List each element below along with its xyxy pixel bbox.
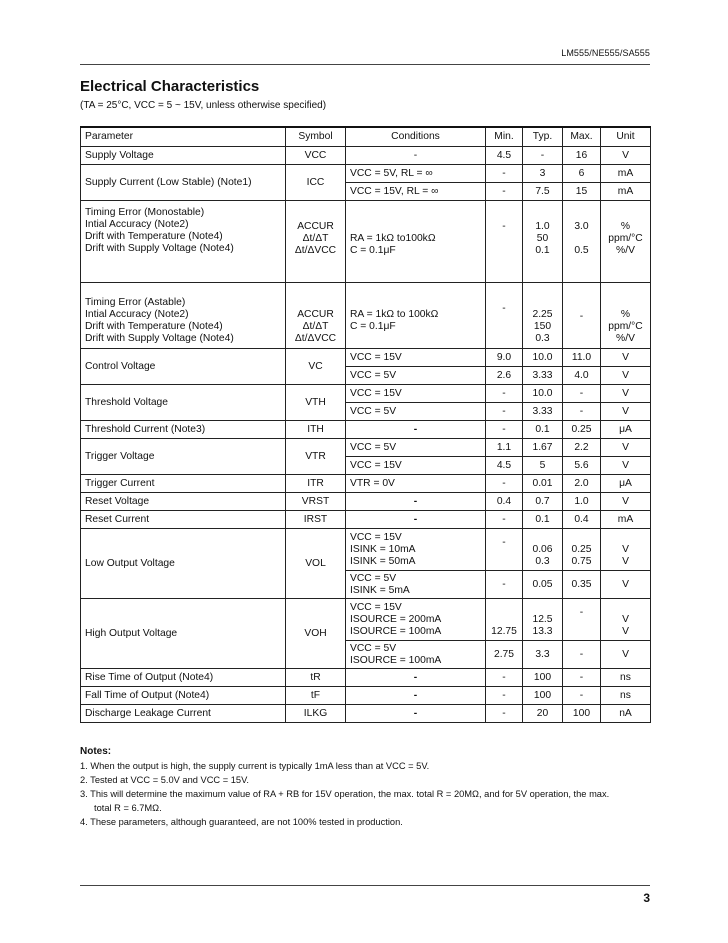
- table-row: [81, 669, 651, 687]
- cond-cell: -: [346, 687, 486, 705]
- unit-cell: % ppm/°C %/V: [601, 283, 651, 349]
- max-cell: -: [563, 403, 601, 421]
- min-cell: -: [486, 475, 523, 493]
- max-cell: 6: [563, 165, 601, 183]
- symbol-cell: VOH: [286, 599, 346, 669]
- min-cell: 2.75: [486, 641, 523, 669]
- table-row: [81, 511, 651, 529]
- table-row: [81, 201, 651, 283]
- cond-cell: VCC = 5V ISINK = 5mA: [346, 571, 486, 599]
- unit-cell: μA: [601, 475, 651, 493]
- symbol-cell: ITH: [286, 421, 346, 439]
- cond-cell: -: [346, 511, 486, 529]
- cond-cell: VCC = 15V ISOURCE = 200mA ISOURCE = 100mA: [346, 599, 486, 641]
- min-cell: -: [486, 669, 523, 687]
- cond-cell: RA = 1kΩ to100kΩ C = 0.1μF: [346, 201, 486, 283]
- param-cell: Rise Time of Output (Note4): [81, 669, 286, 687]
- symbol-cell: VCC: [286, 147, 346, 165]
- typ-cell: 0.05: [523, 571, 563, 599]
- param-cell: Threshold Voltage: [81, 385, 286, 421]
- min-cell: -: [486, 511, 523, 529]
- param-cell: Control Voltage: [81, 349, 286, 385]
- page-number: 3: [643, 891, 650, 905]
- unit-cell: % ppm/°C %/V: [601, 201, 651, 283]
- param-cell: Timing Error (Monostable) Intial Accuracy (Note2) Drift with Temperature (Note4) Drift with Supply Voltage (Note4): [81, 201, 286, 283]
- param-cell: Reset Voltage: [81, 493, 286, 511]
- note-1: 1. When the output is high, the supply current is typically 1mA less than at VCC = 5V.: [80, 761, 430, 771]
- max-cell: -: [563, 283, 601, 349]
- typ-cell: 0.1: [523, 421, 563, 439]
- cond-cell: VCC = 5V ISOURCE = 100mA: [346, 641, 486, 669]
- param-cell: Trigger Voltage: [81, 439, 286, 475]
- note-2: 2. Tested at VCC = 5.0V and VCC = 15V.: [80, 775, 250, 785]
- param-cell: Fall Time of Output (Note4): [81, 687, 286, 705]
- min-cell: -: [486, 385, 523, 403]
- symbol-cell: ACCUR Δt/ΔT Δt/ΔVCC: [286, 201, 346, 283]
- footer-divider: [80, 885, 650, 886]
- typ-cell: 10.0: [523, 349, 563, 367]
- min-cell: 1.1: [486, 439, 523, 457]
- typ-cell: 5: [523, 457, 563, 475]
- min-cell: -: [486, 403, 523, 421]
- table-row: [81, 529, 651, 571]
- cond-cell: VCC = 15V, RL = ∞: [346, 183, 486, 201]
- table-row: [81, 165, 651, 183]
- symbol-cell: VRST: [286, 493, 346, 511]
- min-cell: -: [486, 283, 523, 349]
- min-cell: 12.75: [486, 599, 523, 641]
- typ-cell: 7.5: [523, 183, 563, 201]
- symbol-cell: IRST: [286, 511, 346, 529]
- symbol-cell: tR: [286, 669, 346, 687]
- cond-cell: -: [346, 421, 486, 439]
- cond-cell: VCC = 5V: [346, 439, 486, 457]
- col-header-symbol: Symbol: [286, 127, 346, 147]
- cond-cell: VCC = 5V, RL = ∞: [346, 165, 486, 183]
- typ-cell: 3.33: [523, 367, 563, 385]
- cond-cell: -: [346, 493, 486, 511]
- max-cell: 2.2: [563, 439, 601, 457]
- typ-cell: 0.01: [523, 475, 563, 493]
- cond-cell: VCC = 15V: [346, 457, 486, 475]
- max-cell: -: [563, 599, 601, 641]
- min-cell: 0.4: [486, 493, 523, 511]
- typ-cell: 0.1: [523, 511, 563, 529]
- symbol-cell: ILKG: [286, 705, 346, 723]
- typ-cell: 100: [523, 687, 563, 705]
- max-cell: 1.0: [563, 493, 601, 511]
- min-cell: -: [486, 529, 523, 571]
- max-cell: 3.0 0.5: [563, 201, 601, 283]
- max-cell: -: [563, 687, 601, 705]
- max-cell: 16: [563, 147, 601, 165]
- table-row: [81, 349, 651, 367]
- typ-cell: 20: [523, 705, 563, 723]
- note-4: 4. These parameters, although guaranteed, are not 100% tested in production.: [80, 817, 403, 827]
- unit-cell: V: [601, 367, 651, 385]
- param-cell: Reset Current: [81, 511, 286, 529]
- param-cell: Low Output Voltage: [81, 529, 286, 599]
- cond-cell: VCC = 5V: [346, 403, 486, 421]
- typ-cell: 1.67: [523, 439, 563, 457]
- table-header-row: [81, 127, 651, 147]
- max-cell: 0.35: [563, 571, 601, 599]
- min-cell: -: [486, 201, 523, 283]
- symbol-cell: VOL: [286, 529, 346, 599]
- unit-cell: μA: [601, 421, 651, 439]
- min-cell: 4.5: [486, 457, 523, 475]
- max-cell: -: [563, 385, 601, 403]
- max-cell: 4.0: [563, 367, 601, 385]
- param-cell: High Output Voltage: [81, 599, 286, 669]
- table-row: [81, 283, 651, 349]
- typ-cell: 3: [523, 165, 563, 183]
- unit-cell: V: [601, 641, 651, 669]
- notes-section: [80, 745, 609, 829]
- table-row: [81, 385, 651, 403]
- min-cell: 4.5: [486, 147, 523, 165]
- symbol-cell: VTR: [286, 439, 346, 475]
- cond-cell: VCC = 5V: [346, 367, 486, 385]
- symbol-cell: VC: [286, 349, 346, 385]
- symbol-cell: ICC: [286, 165, 346, 201]
- unit-cell: mA: [601, 511, 651, 529]
- max-cell: -: [563, 669, 601, 687]
- col-header-max: Max.: [563, 127, 601, 147]
- typ-cell: 3.33: [523, 403, 563, 421]
- param-cell: Threshold Current (Note3): [81, 421, 286, 439]
- typ-cell: 12.5 13.3: [523, 599, 563, 641]
- max-cell: 0.25 0.75: [563, 529, 601, 571]
- col-header-typ: Typ.: [523, 127, 563, 147]
- max-cell: 15: [563, 183, 601, 201]
- typ-cell: 0.7: [523, 493, 563, 511]
- min-cell: -: [486, 687, 523, 705]
- max-cell: 0.4: [563, 511, 601, 529]
- max-cell: 0.25: [563, 421, 601, 439]
- param-cell: Discharge Leakage Current: [81, 705, 286, 723]
- min-cell: 2.6: [486, 367, 523, 385]
- cond-cell: VCC = 15V: [346, 385, 486, 403]
- symbol-cell: tF: [286, 687, 346, 705]
- col-header-parameter: Parameter: [81, 127, 286, 147]
- col-header-min: Min.: [486, 127, 523, 147]
- unit-cell: V V: [601, 599, 651, 641]
- unit-cell: mA: [601, 165, 651, 183]
- param-cell: Trigger Current: [81, 475, 286, 493]
- unit-cell: V: [601, 403, 651, 421]
- section-title: Electrical Characteristics: [80, 78, 260, 95]
- min-cell: -: [486, 421, 523, 439]
- unit-cell: V: [601, 493, 651, 511]
- unit-cell: V: [601, 147, 651, 165]
- max-cell: 11.0: [563, 349, 601, 367]
- table-row: [81, 475, 651, 493]
- col-header-conditions: Conditions: [346, 127, 486, 147]
- max-cell: -: [563, 641, 601, 669]
- typ-cell: 2.25 150 0.3: [523, 283, 563, 349]
- cond-cell: VTR = 0V: [346, 475, 486, 493]
- symbol-cell: VTH: [286, 385, 346, 421]
- symbol-cell: ACCUR Δt/ΔT Δt/ΔVCC: [286, 283, 346, 349]
- unit-cell: V: [601, 349, 651, 367]
- cond-cell: -: [346, 147, 486, 165]
- unit-cell: V: [601, 439, 651, 457]
- min-cell: -: [486, 183, 523, 201]
- symbol-cell: ITR: [286, 475, 346, 493]
- electrical-characteristics-table: [80, 126, 651, 723]
- typ-cell: 3.3: [523, 641, 563, 669]
- cond-cell: VCC = 15V ISINK = 10mA ISINK = 50mA: [346, 529, 486, 571]
- param-cell: Supply Voltage: [81, 147, 286, 165]
- min-cell: 9.0: [486, 349, 523, 367]
- max-cell: 5.6: [563, 457, 601, 475]
- unit-cell: V: [601, 385, 651, 403]
- typ-cell: 100: [523, 669, 563, 687]
- table-row: [81, 493, 651, 511]
- note-3-continued: total R = 6.7MΩ.: [94, 803, 162, 813]
- max-cell: 100: [563, 705, 601, 723]
- param-cell: Supply Current (Low Stable) (Note1): [81, 165, 286, 201]
- note-3: 3. This will determine the maximum value of RA + RB for 15V operation, the max. total R = 20MΩ, and for 5V operation, the max.: [80, 789, 610, 799]
- table-row: [81, 439, 651, 457]
- col-header-unit: Unit: [601, 127, 651, 147]
- unit-cell: ns: [601, 687, 651, 705]
- table-row: [81, 599, 651, 641]
- cond-cell: -: [346, 669, 486, 687]
- table-row: [81, 421, 651, 439]
- cond-cell: VCC = 15V: [346, 349, 486, 367]
- unit-cell: V V: [601, 529, 651, 571]
- min-cell: -: [486, 571, 523, 599]
- min-cell: -: [486, 165, 523, 183]
- param-cell: Timing Error (Astable) Intial Accuracy (Note2) Drift with Temperature (Note4) Drift with Supply Voltage (Note4): [81, 283, 286, 349]
- header-divider: [80, 64, 650, 65]
- typ-cell: 10.0: [523, 385, 563, 403]
- section-conditions: (TA = 25°C, VCC = 5 ~ 15V, unless otherwise specified): [80, 100, 327, 111]
- unit-cell: V: [601, 571, 651, 599]
- notes-heading: Notes:: [80, 746, 112, 757]
- typ-cell: -: [523, 147, 563, 165]
- unit-cell: nA: [601, 705, 651, 723]
- cond-cell: -: [346, 705, 486, 723]
- unit-cell: mA: [601, 183, 651, 201]
- typ-cell: 0.06 0.3: [523, 529, 563, 571]
- typ-cell: 1.0 50 0.1: [523, 201, 563, 283]
- cond-cell: RA = 1kΩ to 100kΩ C = 0.1μF: [346, 283, 486, 349]
- min-cell: -: [486, 705, 523, 723]
- table-row: [81, 147, 651, 165]
- header-part-numbers: LM555/NE555/SA555: [561, 48, 650, 58]
- unit-cell: ns: [601, 669, 651, 687]
- max-cell: 2.0: [563, 475, 601, 493]
- unit-cell: V: [601, 457, 651, 475]
- table-row: [81, 705, 651, 723]
- table-row: [81, 687, 651, 705]
